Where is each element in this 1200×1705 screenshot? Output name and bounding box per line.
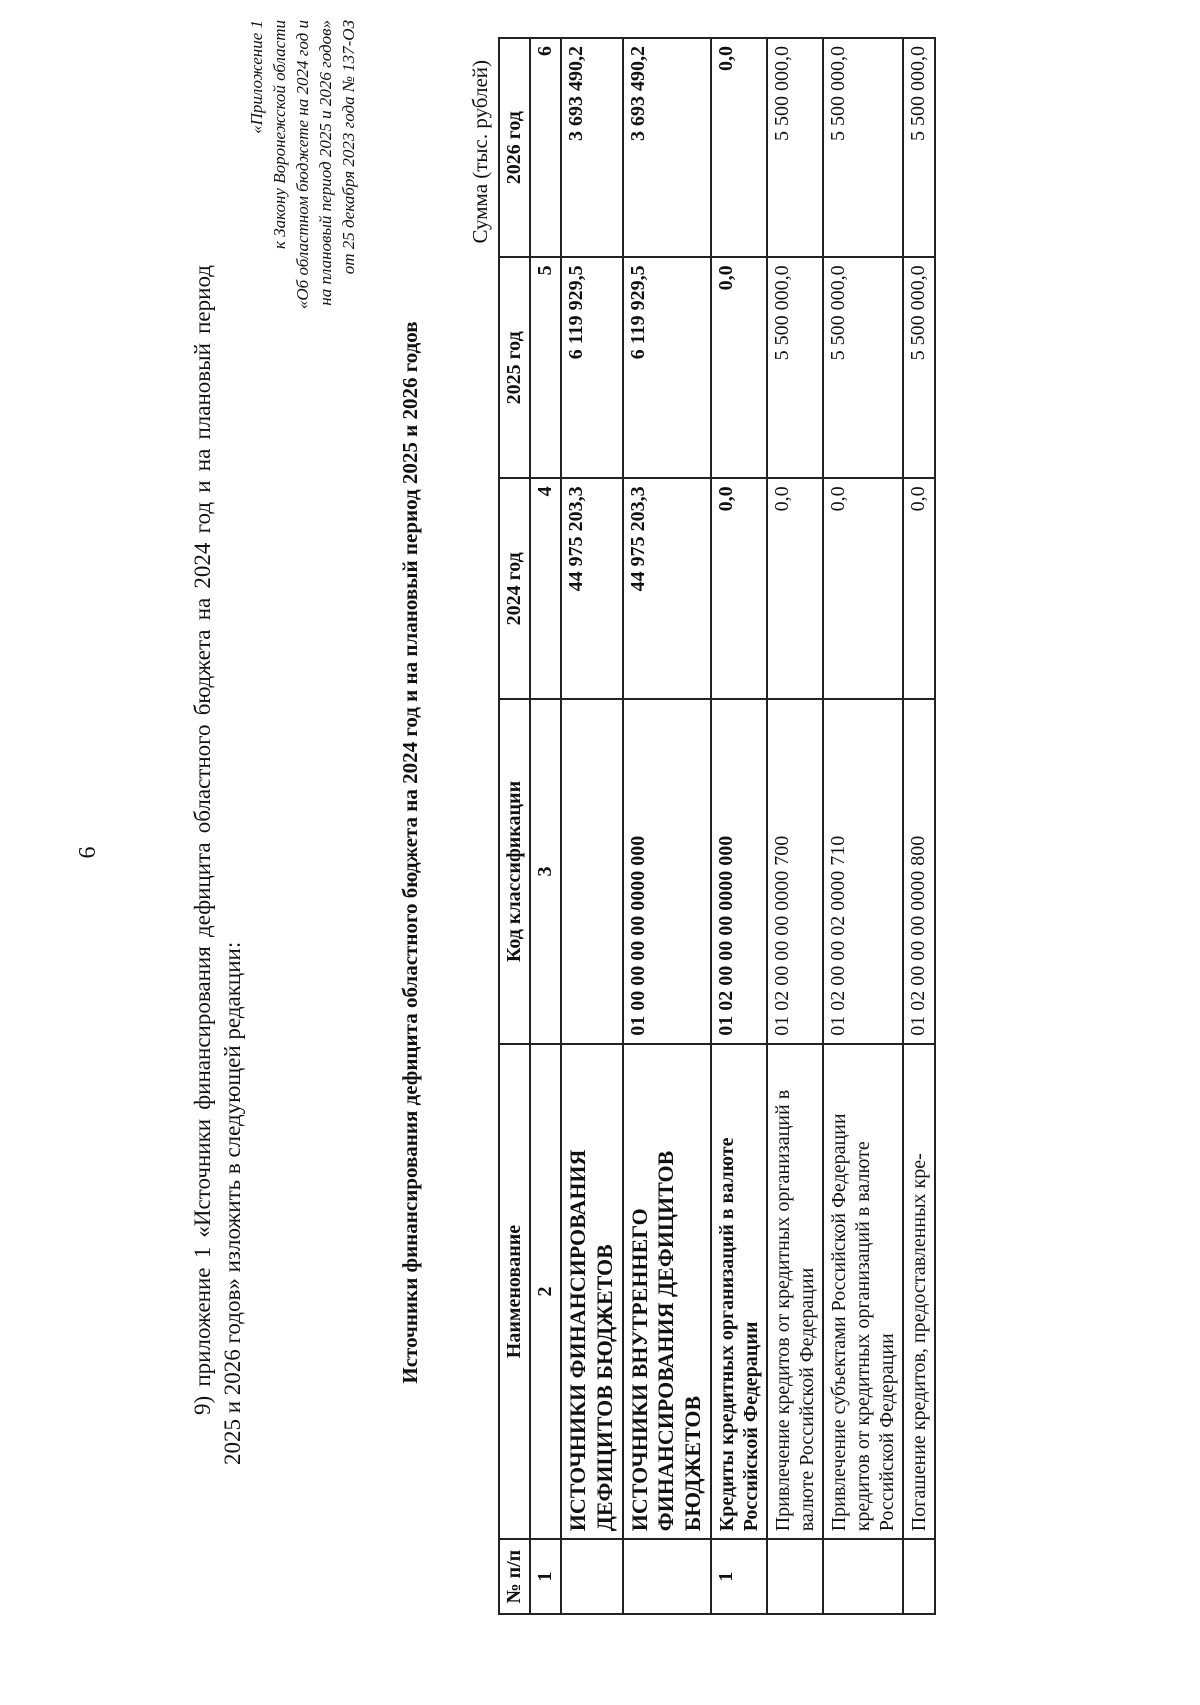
amendment-paragraph: [188, 265, 248, 1465]
row-num: [823, 1539, 903, 1614]
appendix-note: [245, 20, 360, 580]
table-row: [561, 38, 623, 1614]
row-num: 1: [711, 1539, 767, 1614]
row-num: [623, 1539, 711, 1614]
table-title: Источники финансирования дефицита областного бюджета на 2024 год и на плановый период 2025 и 2026 годов: [398, 321, 422, 1384]
row-2025: 5 500 000,0: [903, 257, 935, 478]
row-2026: 5 500 000,0: [903, 38, 935, 257]
table-row: [623, 38, 711, 1614]
row-num: [903, 1539, 935, 1614]
header-2025: 2025 год: [499, 257, 530, 478]
row-2024: 0,0: [903, 478, 935, 699]
header-num: № п/п: [499, 1539, 530, 1614]
table-row: [903, 38, 935, 1614]
column-number: 2: [530, 1044, 561, 1540]
row-2024: 0,0: [711, 478, 767, 699]
row-code: [561, 699, 623, 1043]
row-num: [561, 1539, 623, 1614]
header-name: Наименование: [499, 1044, 530, 1540]
table-row: [823, 38, 903, 1614]
table-row: [711, 38, 767, 1614]
financing-sources-table: [498, 37, 936, 1615]
appendix-line: на плановый период 2025 и 2026 годов»: [316, 20, 335, 306]
row-2025: 6 119 929,5: [561, 257, 623, 478]
row-2025: 0,0: [711, 257, 767, 478]
row-name: Привлечение субъектами Российской Федерации кредитов от кредитных организаций в валюте Российской Федерации: [823, 1044, 903, 1540]
row-2026: 5 500 000,0: [767, 38, 823, 257]
table-row: [767, 38, 823, 1614]
column-number: 1: [530, 1539, 561, 1614]
row-name: ИСТОЧНИКИ ФИНАНСИРОВАНИЯ ДЕФИЦИТОВ БЮДЖЕТОВ: [561, 1044, 623, 1540]
row-code: 01 02 00 00 02 0000 710: [823, 699, 903, 1043]
amendment-text: 9) приложение 1 «Источники финансирования дефицита областного бюджета на 2024 год и на плановый период 2025 и 2026 годов» изложить в следующей редакции:: [190, 265, 245, 1465]
row-2026: 3 693 490,2: [623, 38, 711, 257]
row-2025: 5 500 000,0: [767, 257, 823, 478]
row-num: [767, 1539, 823, 1614]
row-code: 01 00 00 00 00 0000 000: [623, 699, 711, 1043]
row-name: Погашение кредитов, предоставленных кре-: [903, 1044, 935, 1540]
row-code: 01 02 00 00 00 0000 800: [903, 699, 935, 1043]
row-2025: 5 500 000,0: [823, 257, 903, 478]
header-2026: 2026 год: [499, 38, 530, 257]
row-2024: 0,0: [823, 478, 903, 699]
column-number-row: [530, 38, 561, 1614]
header-code: Код классификации: [499, 699, 530, 1043]
column-number: 6: [530, 38, 561, 257]
row-2026: 5 500 000,0: [823, 38, 903, 257]
table-header-row: [499, 38, 530, 1614]
column-number: 5: [530, 257, 561, 478]
row-2024: 44 975 203,3: [623, 478, 711, 699]
appendix-line: «Приложение 1: [247, 20, 266, 134]
row-2026: 3 693 490,2: [561, 38, 623, 257]
row-2025: 6 119 929,5: [623, 257, 711, 478]
units-label: Сумма (тыс. рублей): [468, 60, 492, 244]
appendix-line: от 25 декабря 2023 года № 137-ОЗ: [339, 20, 358, 275]
row-2024: 44 975 203,3: [561, 478, 623, 699]
row-code: 01 02 00 00 00 0000 000: [711, 699, 767, 1043]
row-name: Привлечение кредитов от кредитных организаций в валюте Российской Федерации: [767, 1044, 823, 1540]
row-code: 01 02 00 00 00 0000 700: [767, 699, 823, 1043]
header-2024: 2024 год: [499, 478, 530, 699]
row-name: ИСТОЧНИКИ ВНУТРЕННЕГО ФИНАНСИРОВАНИЯ ДЕФИЦИТОВ БЮДЖЕТОВ: [623, 1044, 711, 1540]
row-2026: 0,0: [711, 38, 767, 257]
column-number: 3: [530, 699, 561, 1043]
column-number: 4: [530, 478, 561, 699]
appendix-line: к Закону Воронежской области: [270, 20, 289, 249]
appendix-line: «Об областном бюджете на 2024 год и: [293, 20, 312, 310]
row-2024: 0,0: [767, 478, 823, 699]
page-number: 6: [75, 846, 101, 859]
row-name: Кредиты кредитных организаций в валюте Российской Федерации: [711, 1044, 767, 1540]
